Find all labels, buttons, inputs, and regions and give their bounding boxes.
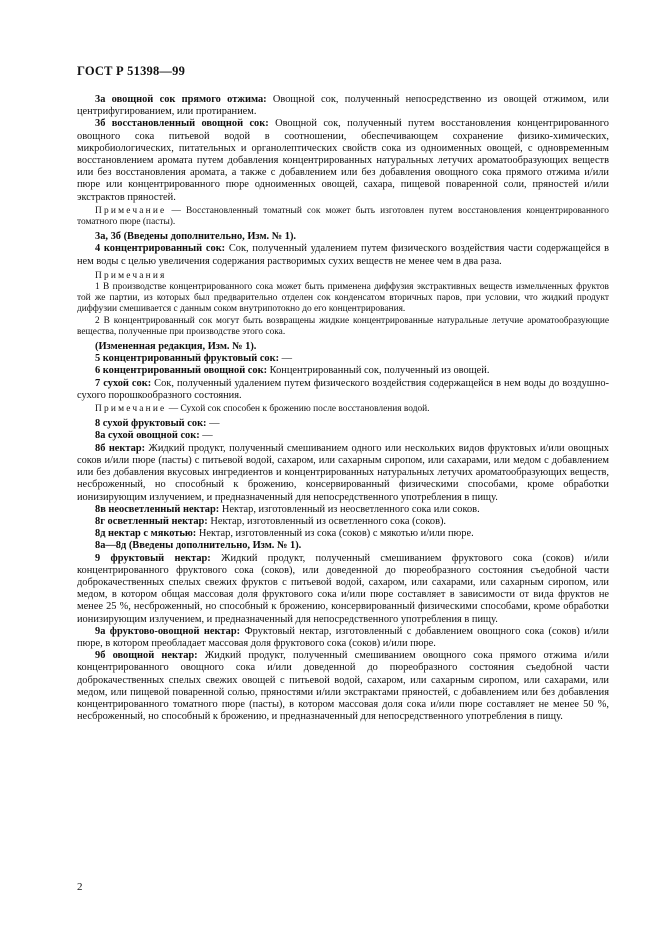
note-label: Примечание: [95, 404, 167, 415]
term-label: 3б восстановленный овощной сок:: [95, 118, 269, 130]
term-8a: [77, 430, 609, 442]
term-label: 8 сухой фруктовый сок:: [95, 418, 207, 430]
term-definition: Нектар, изготовленный из сока (соков) с мякотью и/или пюре.: [196, 528, 474, 540]
term-definition: Жидкий продукт, полученный смешиванием одного или нескольких видов фруктовых и/или овощных соков и/или пюре (пасты) с питьевой водой, сахаром, или сахарным сиропом, или сахарами, или медом с добавлением или без добавления вкусовых ингредиентов и концентрированных натуральных летучих ароматообразующих веществ, несброженный, но способный к брожению, консервированный физическими способами, кроме обработки ионизирующим излучением, и предназначенный для непосредственного употребления в пищу.: [77, 442, 609, 503]
term-label: 8б нектар:: [95, 442, 146, 454]
term-9: [77, 553, 609, 626]
term-label: 5 концентрированный фруктовый сок:: [95, 353, 280, 365]
term-label: 4 концентрированный сок:: [95, 243, 226, 255]
note-3b: [77, 206, 609, 228]
term-label: 8а сухой овощной сок:: [95, 430, 200, 442]
term-8: [77, 418, 609, 430]
term-label: 8д нектар с мякотью:: [95, 528, 197, 540]
notes-heading-text: Примечания: [95, 270, 167, 281]
note-1: 1 В производстве концентрированного сока может быть применена диффузия экстрактивных веществ измельченных фруктов той же партии, из которых был предварительно отделен сок конденсатом вторичных паров, при условии, что жидкий продукт диффузии смешивается с данным соком внутрипотокно до его концентрирования.: [77, 282, 609, 315]
term-definition: Концентрированный сок, полученный из овощей.: [267, 365, 490, 377]
term-label: 6 концентрированный овощной сок:: [95, 365, 268, 377]
amendment-3a-3b: [77, 231, 609, 243]
note-text: — Сухой сок способен к брожению после восстановления водой.: [166, 404, 430, 415]
notes-heading: [77, 271, 609, 282]
term-5: [77, 353, 609, 365]
term-definition: Нектар, изготовленный из осветленного сока (соков).: [207, 515, 447, 527]
term-definition: Нектар, изготовленный из неосветленного сока или соков.: [219, 503, 480, 515]
page-number: 2: [77, 881, 83, 893]
amendment-8a-8d: [77, 540, 609, 552]
term-8b: [77, 443, 609, 504]
term-definition: Сок, полученный удалением путем физического воздействия части содержащейся в нем воды с целью увеличения содержания растворимых сухих веществ не менее чем в два раза.: [77, 243, 609, 267]
note-2: 2 В концентрированный сок могут быть возвращены жидкие концентрированные натуральные летучие ароматообразующие вещества, полученные при производстве этого сока.: [77, 315, 609, 337]
amendment-text: 8а—8д (Введены дополнительно, Изм. № 1).: [95, 540, 302, 552]
term-label: 8г осветленный нектар:: [95, 515, 208, 527]
term-label: 8в неосветленный нектар:: [95, 503, 220, 515]
term-9b: [77, 650, 609, 723]
term-definition: —: [199, 430, 213, 442]
term-label: 7 сухой сок:: [95, 377, 152, 389]
document-body: [77, 94, 609, 723]
term-definition: Жидкий продукт, полученный смешиванием овощного сока прямого отжима и/или концентрированного овощного сока и/или доведенной до пюреобразного состояния съедобной части доброкачественных спелых свежих овощей с питьевой водой, сахаром, или сахарным сиропом, или сахарами, или медом, или пищевой поваренной солью, пряностями и/или экстрактами пряностей, с добавлением или без добавления концентрированного томатного пюре (пасты), в котором массовая доля сока и/или пюре составляет не менее 50 %, несброженный, но способный к брожению, и предназначенный для непосредственного употребления в пищу.: [77, 650, 609, 723]
term-4: [77, 243, 609, 267]
term-6: [77, 365, 609, 377]
amendment-text: 3а, 3б (Введены дополнительно, Изм. № 1).: [95, 231, 297, 243]
note-text: — Восстановленный томатный сок может быть изготовлен путем восстановления концентрированного томатного пюре (пасты).: [77, 205, 609, 228]
term-8v: [77, 504, 609, 516]
term-8g: [77, 516, 609, 528]
document-header: ГОСТ Р 51398—99: [77, 64, 186, 78]
note-7: [77, 404, 609, 415]
term-definition: Овощной сок, полученный путем восстановления концентрированного овощного сока питьевой водой в соотношении, обеспечивающем сохранение физико-химических, микробиологических, питательных и органолептических свойств сока из одноименных овощей, с одновременным восстановлением аромата путем добавления концентрированных натуральных летучих ароматообразующих веществ или без восстановления аромата, а также с добавлением или без добавления овощного сока прямого отжима и/или пюре или концентрированного пюре одноименных овощей, сахара, пищевой поваренной соли, пряностей и/или экстрактов пряностей.: [77, 118, 609, 203]
term-definition: Жидкий продукт, полученный смешиванием фруктового сока (соков) и/или концентрированного фруктового сока (соков), или доведенной до пюреобразного состояния съедобной части доброкачественных спелых свежих фруктов с питьевой водой, сахаром, или сахарами, или сахарным сиропом, или медом, в котором общая массовая доля фруктового сока и/или пюре составляет в зависимости от вида фруктов не менее 25 %, несброженный, но способный к брожению, консервированный физическими способами, кроме обработки ионизирующим излучением, и предназначенный для непосредственного употребления в пищу.: [77, 552, 609, 625]
term-definition: Сок, полученный удалением путем физического воздействия содержащейся в нем воды до воздушно-сухого порошкообразного состояния.: [77, 377, 609, 401]
term-label: 9а фруктово-овощной нектар:: [95, 625, 241, 637]
term-3a: [77, 94, 609, 118]
term-label: 3а овощной сок прямого отжима:: [95, 94, 267, 105]
term-label: 9 фруктовый нектар:: [95, 552, 211, 564]
note-label: Примечание: [95, 205, 167, 216]
term-definition: —: [279, 353, 293, 365]
term-8d: [77, 528, 609, 540]
term-label: 9б овощной нектар:: [95, 650, 198, 662]
term-9a: [77, 626, 609, 650]
term-7: [77, 378, 609, 402]
term-definition: Фруктовый нектар, изготовленный с добавлением овощного сока (соков) и/или пюре, в котором преобладает массовая доля фруктового сока (соков) и/или пюре.: [77, 625, 609, 649]
amendment-text: (Измененная редакция, Изм. № 1).: [95, 341, 257, 353]
term-definition: —: [206, 418, 220, 430]
term-definition: Овощной сок, полученный непосредственно из овощей отжимом, или центрифугированием, или протиранием.: [77, 94, 609, 118]
term-3b: [77, 118, 609, 203]
amendment-4: [77, 341, 609, 353]
